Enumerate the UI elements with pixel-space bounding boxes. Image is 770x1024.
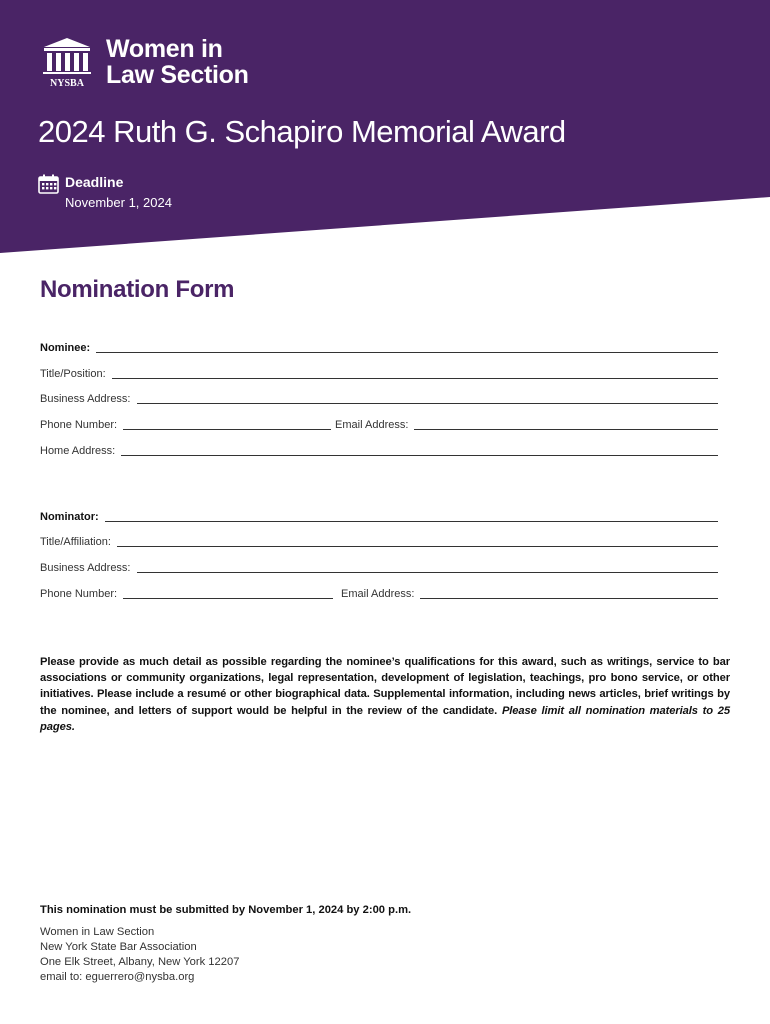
nominee-row <box>40 339 718 355</box>
award-title: 2024 Ruth G. Schapiro Memorial Award <box>38 114 566 149</box>
nominee-business-address-label: Business Address: <box>40 393 131 405</box>
nominee-business-address-input-line[interactable] <box>137 402 719 404</box>
form-title: Nomination Form <box>40 276 235 303</box>
nominator-business-address-label: Business Address: <box>40 562 131 574</box>
nominee-email-label: Email Address: <box>335 419 409 431</box>
nominee-home-address-row <box>40 442 718 458</box>
nominator-row <box>40 508 718 524</box>
nominator-phone-input-line[interactable] <box>123 597 333 599</box>
org-name-line2: Law Section <box>106 61 249 89</box>
nysba-logo <box>40 36 249 88</box>
nominator-contact-row <box>40 585 718 601</box>
nominee-phone-input-line[interactable] <box>123 428 331 430</box>
nominee-phone-label: Phone Number: <box>40 419 118 431</box>
nominator-title-label: Title/Affiliation: <box>40 536 111 548</box>
nominator-business-address-row <box>40 559 718 575</box>
address-line: Women in Law Section <box>40 926 155 938</box>
address-line: New York State Bar Association <box>40 941 197 953</box>
org-name-line1: Women in <box>106 35 223 63</box>
nominator-phone-label: Phone Number: <box>40 588 118 600</box>
nominee-title-row <box>40 365 718 381</box>
logo-abbrev: NYSBA <box>50 78 84 88</box>
nominee-home-address-label: Home Address: <box>40 445 116 457</box>
nominee-contact-row <box>40 416 718 432</box>
address-line: One Elk Street, Albany, New York 12207 <box>40 956 240 968</box>
nominator-title-input-line[interactable] <box>117 545 718 547</box>
deadline-label: Deadline <box>65 174 124 190</box>
nominee-business-address-row <box>40 390 718 406</box>
nominee-title-input-line[interactable] <box>112 377 718 379</box>
nominator-business-address-input-line[interactable] <box>137 571 719 573</box>
submission-deadline-note: This nomination must be submitted by November 1, 2024 by 2:00 p.m. <box>40 904 412 916</box>
nominator-title-row <box>40 533 718 549</box>
email-link[interactable]: email to: eguerrero@nysba.org <box>40 971 195 983</box>
nominator-label: Nominator: <box>40 511 99 523</box>
instructions-page-limit: Please limit all nomination materials to 25 pages. <box>40 704 730 733</box>
deadline-date: November 1, 2024 <box>65 195 172 210</box>
courthouse-icon <box>40 36 94 88</box>
nominator-email-label: Email Address: <box>341 588 415 600</box>
instructions-paragraph <box>40 654 730 735</box>
nominee-title-label: Title/Position: <box>40 368 106 380</box>
instructions-body: Please provide as much detail as possible regarding the nominee’s qualifications for this award, such as writings, service to bar associations or community organizations, legal representation, development of legislation, teachings, pro bono service, or other initiatives. Please include a resumé or other biographical data. Supplemental information, including news articles, brief writings by the nominee, and letters of support would be helpful in the review of the candidate. <box>40 656 730 717</box>
nominee-input-line[interactable] <box>96 351 718 353</box>
deadline-block <box>38 173 172 212</box>
nominator-input-line[interactable] <box>105 520 718 522</box>
nominee-home-address-input-line[interactable] <box>121 454 718 456</box>
nominee-label: Nominee: <box>40 342 91 354</box>
nominator-email-input-line[interactable] <box>420 597 718 599</box>
calendar-icon <box>38 174 59 194</box>
org-name <box>106 36 249 88</box>
submission-address <box>40 925 239 985</box>
nominee-email-input-line[interactable] <box>414 428 718 430</box>
